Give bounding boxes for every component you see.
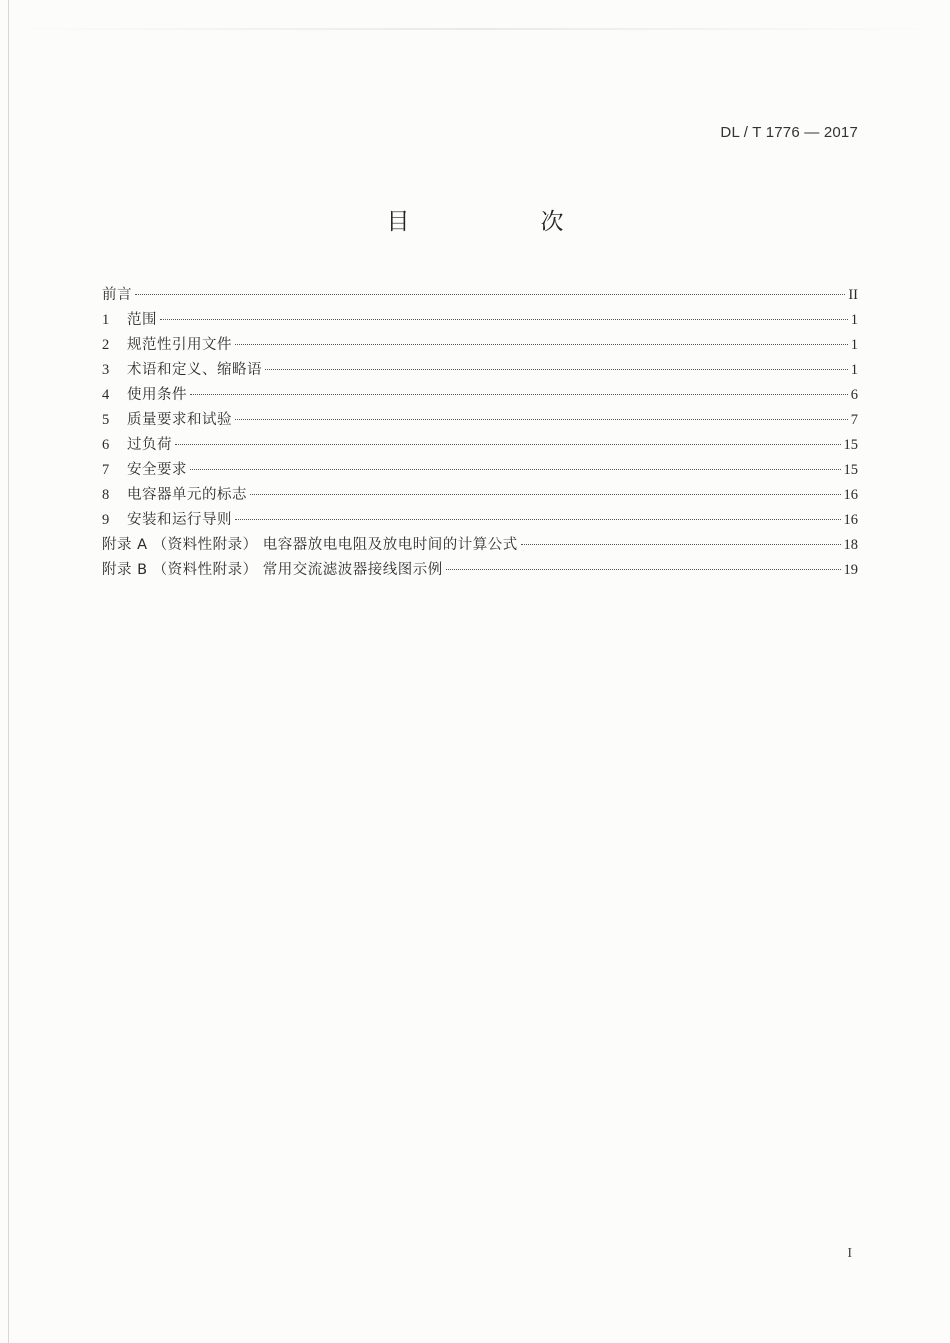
toc-leader-dots — [250, 494, 841, 495]
table-of-contents — [102, 283, 858, 583]
toc-entry-number: 8 — [102, 487, 110, 503]
toc-entry-text: 使用条件 — [127, 387, 187, 403]
toc-entry-page: 7 — [850, 412, 858, 428]
toc-leader-dots — [235, 419, 848, 420]
toc-entry-page: 1 — [850, 337, 858, 353]
toc-leader-dots — [446, 569, 841, 570]
toc-entry-page: 15 — [843, 462, 858, 478]
toc-entry-number: 6 — [102, 437, 110, 453]
toc-entry-number: 2 — [102, 337, 110, 353]
toc-entry-number: 4 — [102, 387, 110, 403]
toc-entry-text: 安装和运行导则 — [127, 512, 232, 528]
toc-entry-marking[interactable] — [102, 483, 858, 508]
toc-entry-quality-tests[interactable] — [102, 408, 858, 433]
toc-entry-text: 规范性引用文件 — [127, 337, 232, 353]
toc-entry-annex-b[interactable] — [102, 558, 858, 583]
toc-entry-page: II — [848, 287, 858, 303]
toc-entry-normative-references[interactable] — [102, 333, 858, 358]
toc-entry-annex-a[interactable] — [102, 533, 858, 558]
toc-leader-dots — [175, 444, 841, 445]
toc-entry-text: 电容器单元的标志 — [127, 487, 247, 503]
toc-entry-terms-definitions[interactable] — [102, 358, 858, 383]
toc-entry-number: 3 — [102, 362, 110, 378]
toc-entry-safety[interactable] — [102, 458, 858, 483]
toc-entry-installation-guide[interactable] — [102, 508, 858, 533]
toc-entry-scope[interactable] — [102, 308, 858, 333]
page-number: I — [847, 1246, 852, 1261]
document-code: DL / T 1776 — 2017 — [720, 124, 858, 141]
toc-entry-text: 过负荷 — [127, 437, 172, 453]
toc-entry-text: 安全要求 — [127, 462, 187, 478]
toc-entry-page: 15 — [843, 437, 858, 453]
toc-entry-page: 16 — [843, 512, 858, 528]
toc-entry-number: 1 — [102, 312, 110, 328]
toc-entry-number: 5 — [102, 412, 110, 428]
toc-entry-text: 附录 B （资料性附录） 常用交流滤波器接线图示例 — [102, 562, 443, 578]
toc-entry-text: 质量要求和试验 — [127, 412, 232, 428]
toc-entry-service-conditions[interactable] — [102, 383, 858, 408]
toc-leader-dots — [235, 344, 848, 345]
toc-leader-dots — [235, 519, 841, 520]
toc-entry-overload[interactable] — [102, 433, 858, 458]
toc-entry-page: 19 — [843, 562, 858, 578]
toc-title: 目 次 — [386, 209, 618, 235]
toc-entry-text: 附录 A （资料性附录） 电容器放电电阻及放电时间的计算公式 — [102, 537, 518, 553]
toc-entry-text: 范围 — [127, 312, 157, 328]
page-edge — [8, 0, 9, 1343]
toc-entry-text: 术语和定义、缩略语 — [127, 362, 262, 378]
toc-leader-dots — [521, 544, 841, 545]
toc-leader-dots — [265, 369, 848, 370]
toc-entry-page: 1 — [850, 312, 858, 328]
toc-leader-dots — [160, 319, 848, 320]
toc-leader-dots — [135, 294, 845, 295]
scan-artifact — [0, 28, 950, 30]
toc-entry-foreword[interactable] — [102, 283, 858, 308]
toc-entry-page: 1 — [850, 362, 858, 378]
toc-leader-dots — [190, 394, 848, 395]
toc-entry-number: 9 — [102, 512, 110, 528]
toc-entry-number: 7 — [102, 462, 110, 478]
toc-leader-dots — [190, 469, 841, 470]
toc-entry-page: 6 — [850, 387, 858, 403]
toc-entry-page: 18 — [843, 537, 858, 553]
toc-entry-text: 前言 — [102, 287, 132, 303]
toc-entry-page: 16 — [843, 487, 858, 503]
